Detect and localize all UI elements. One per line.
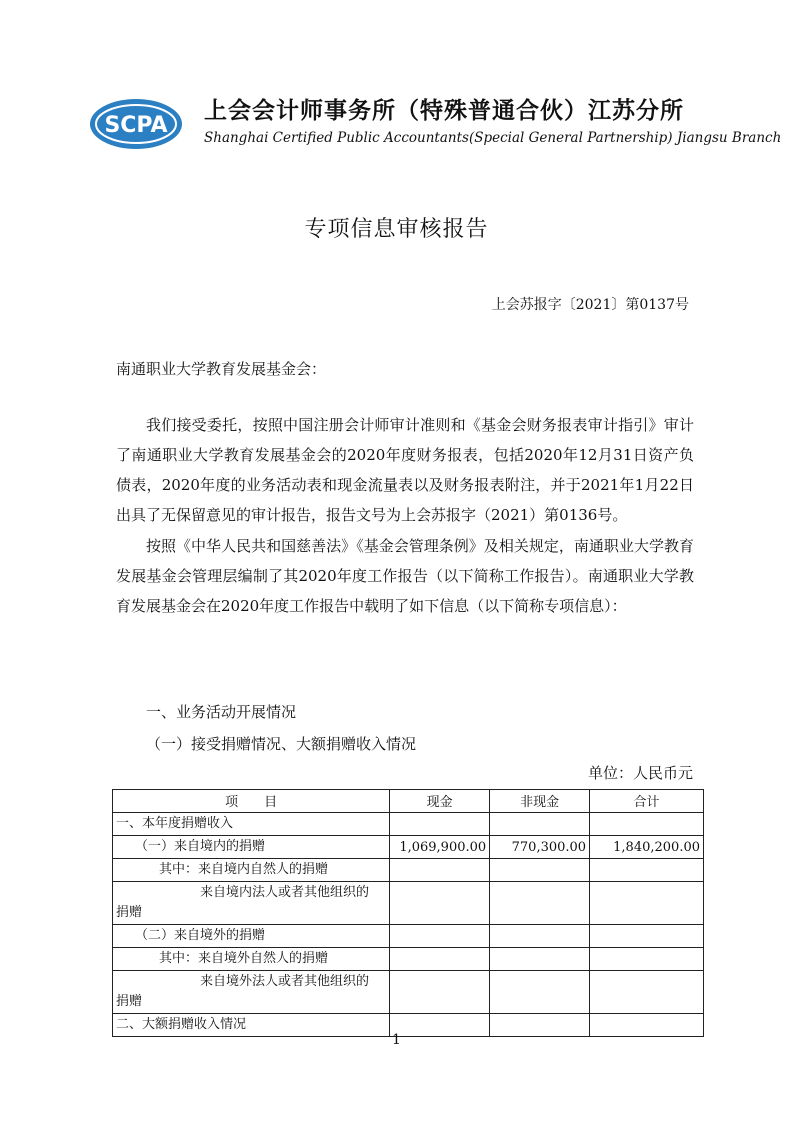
section-heading: 一、业务活动开展情况	[146, 703, 297, 721]
row-item: 其中：来自境外自然人的捐赠	[113, 948, 390, 971]
total-cell	[590, 882, 704, 925]
cash-cell	[390, 971, 490, 1014]
noncash-cell	[490, 948, 590, 971]
total-cell	[590, 971, 704, 1014]
row-item: （二）来自境外的捐赠	[113, 925, 390, 948]
total-cell	[590, 859, 704, 882]
total-cell: 1,840,200.00	[590, 836, 704, 859]
table-row	[113, 948, 704, 971]
firm-logo	[88, 96, 184, 152]
cash-cell	[390, 882, 490, 925]
column-header-cash: 现金	[390, 790, 490, 813]
row-item	[113, 882, 390, 925]
table-row	[113, 859, 704, 882]
donation-table	[112, 789, 704, 1037]
cash-cell	[390, 925, 490, 948]
noncash-cell	[490, 971, 590, 1014]
row-item-line1: 来自境外法人或者其他组织的	[200, 974, 370, 989]
table-header-row	[113, 790, 704, 813]
cash-cell	[390, 859, 490, 882]
row-item: 其中：来自境内自然人的捐赠	[113, 859, 390, 882]
noncash-cell	[490, 925, 590, 948]
report-ref-no: 上会苏报字〔2021〕第0137号	[491, 297, 689, 313]
firm-name-en: Shanghai Certified Public Accountants(Special General Partnership) Jiangsu Branch	[204, 130, 782, 146]
report-title: 专项信息审核报告	[304, 217, 489, 242]
cash-cell	[390, 813, 490, 836]
page-number: 1	[392, 1032, 401, 1048]
row-item	[113, 971, 390, 1014]
row-item: （一）来自境内的捐赠	[113, 836, 390, 859]
total-cell	[590, 925, 704, 948]
logo-text: SCPA	[104, 113, 168, 138]
firm-name-cn: 上会会计师事务所（特殊普通合伙）江苏分所	[204, 98, 684, 124]
column-header-noncash: 非现金	[490, 790, 590, 813]
noncash-cell	[490, 859, 590, 882]
table-row	[113, 882, 704, 925]
row-item: 二、大额捐赠收入情况	[113, 1014, 390, 1037]
noncash-cell	[490, 813, 590, 836]
currency-unit: 单位：人民币元	[587, 764, 693, 782]
total-cell	[590, 813, 704, 836]
row-item-line2: 捐赠	[116, 905, 143, 920]
table-row	[113, 925, 704, 948]
total-cell	[590, 948, 704, 971]
addressee: 南通职业大学教育发展基金会：	[116, 360, 327, 378]
table-row	[113, 971, 704, 1014]
cash-cell: 1,069,900.00	[390, 836, 490, 859]
subsection-heading: （一）接受捐赠情况、大额捐赠收入情况	[146, 735, 417, 753]
cash-cell	[390, 948, 490, 971]
noncash-cell	[490, 882, 590, 925]
column-header-total: 合计	[590, 790, 704, 813]
paragraph-2: 按照《中华人民共和国慈善法》《基金会管理条例》及相关规定，南通职业大学教育发展基金会管理层编制了其2020年度工作报告（以下简称工作报告）。南通职业大学教育发展基金会在2020年度工作报告中载明了如下信息（以下简称专项信息）：	[116, 537, 694, 615]
row-item: 一、本年度捐赠收入	[113, 813, 390, 836]
row-item-line2: 捐赠	[116, 994, 143, 1009]
table-row	[113, 813, 704, 836]
column-header-item: 项 目	[113, 790, 390, 813]
table-row	[113, 836, 704, 859]
row-item-line1: 来自境内法人或者其他组织的	[200, 885, 370, 900]
noncash-cell: 770,300.00	[490, 836, 590, 859]
paragraph-1: 我们接受委托，按照中国注册会计师审计准则和《基金会财务报表审计指引》审计了南通职业大学教育发展基金会的2020年度财务报表，包括2020年12月31日资产负债表，2020年度的业务活动表和现金流量表以及财务报表附注，并于2021年1月22日出具了无保留意见的审计报告，报告文号为上会苏报字（2021）第0136号。	[116, 416, 694, 524]
